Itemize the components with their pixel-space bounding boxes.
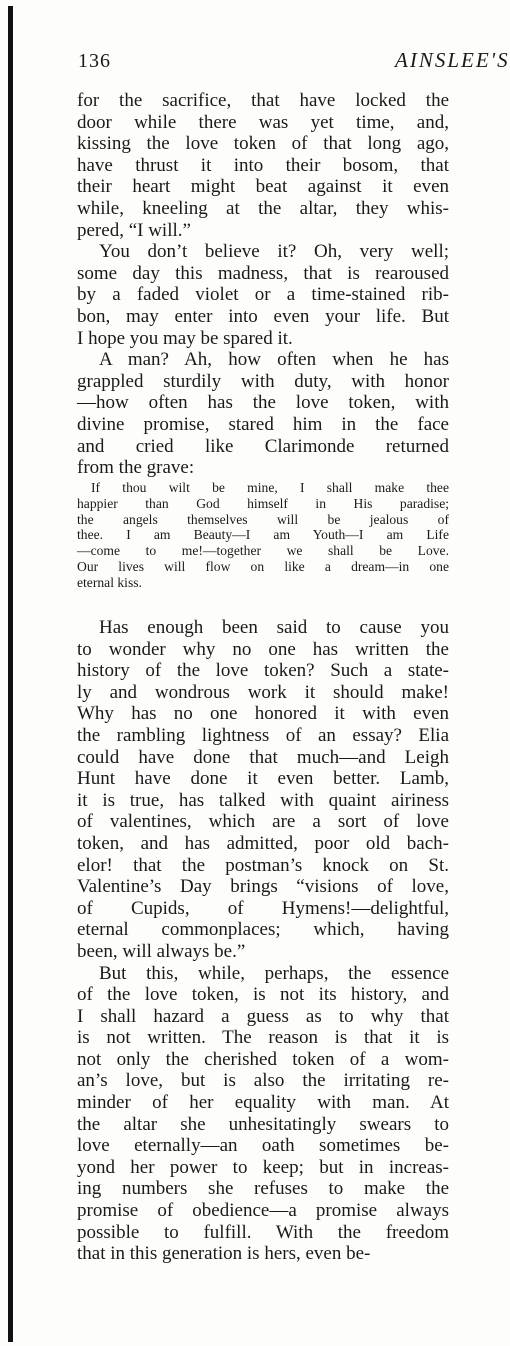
- text-line: have thrust it into their bosom, that: [77, 154, 449, 176]
- text-line: ing numbers she refuses to make the: [77, 1178, 449, 1200]
- text-line: You don’t believe it? Oh, very well;: [99, 241, 449, 263]
- text-line: minder of her equality with man. At: [77, 1092, 449, 1114]
- text-line: history of the love token? Such a state-: [77, 660, 449, 682]
- text-line: divine promise, stared him in the face: [77, 413, 449, 435]
- text-line: their heart might beat against it even: [77, 176, 449, 198]
- text-line: door while there was yet time, and,: [77, 111, 449, 133]
- text-line: love eternally—an oath sometimes be-: [77, 1135, 449, 1157]
- quote-line: eternal kiss.: [77, 574, 142, 590]
- text-line: elor! that the postman’s knock on St.: [77, 854, 449, 876]
- text-line: from the grave:: [77, 457, 195, 479]
- text-line: ly and wondrous work it should make!: [77, 681, 449, 703]
- text-line: for the sacrifice, that have locked the: [77, 90, 449, 111]
- text-line: A man? Ah, how often when he has: [99, 349, 449, 371]
- text-line: to wonder why no one has written the: [77, 638, 449, 660]
- page-number: 136: [78, 50, 111, 72]
- text-line: I hope you may be spared it.: [77, 327, 293, 349]
- text-line: that in this generation is hers, even be-: [77, 1243, 371, 1265]
- page-spine-edge: [8, 6, 13, 1342]
- body-text-top: [77, 90, 449, 479]
- quote-line: —come to me!—together we shall be Love.: [77, 543, 449, 559]
- quote-line: Our lives will flow on like a dream—in one: [77, 558, 449, 574]
- text-line: been, will always be.”: [77, 940, 246, 962]
- text-line: possible to fulfill. With the freedom: [77, 1221, 449, 1243]
- text-line: Valentine’s Day brings “visions of love,: [77, 876, 449, 898]
- text-line: it is true, has talked with quaint airiness: [77, 789, 449, 811]
- quote-line: If thou wilt be mine, I shall make thee: [91, 480, 449, 495]
- text-line: of the love token, is not its history, and: [77, 984, 449, 1006]
- body-text-bottom: [77, 617, 449, 1265]
- text-line: while, kneeling at the altar, they whis-: [77, 197, 449, 219]
- text-line: pered, “I will.”: [77, 219, 191, 241]
- text-line: is not written. The reason is that it is: [77, 1027, 449, 1049]
- quote-line: the angels themselves will be jealous of: [77, 511, 449, 527]
- text-line: could have done that much—and Leigh: [77, 746, 449, 768]
- quote-line: happier than God himself in His paradise;: [77, 495, 449, 511]
- paragraph: [77, 617, 449, 963]
- block-quote: [77, 480, 449, 591]
- text-line: grappled sturdily with duty, with honor: [77, 370, 449, 392]
- text-line: of valentines, which are a sort of love: [77, 811, 449, 833]
- text-line: an’s love, but is also the irritating re-: [77, 1070, 449, 1092]
- text-line: token, and has admitted, poor old bach-: [77, 832, 449, 854]
- text-line: —how often has the love token, with: [77, 392, 449, 414]
- text-line: Why has no one honored it with even: [77, 703, 449, 725]
- text-line: by a faded violet or a time-stained rib-: [77, 284, 449, 306]
- text-line: not only the cherished token of a wom-: [77, 1048, 449, 1070]
- running-head: AINSLEE'S: [395, 48, 510, 72]
- text-line: But this, while, perhaps, the essence: [99, 962, 449, 984]
- text-line: some day this madness, that is rearoused: [77, 262, 449, 284]
- quote-line: thee. I am Beauty—I am Youth—I am Life: [77, 527, 449, 543]
- text-line: I shall hazard a guess as to why that: [77, 1005, 449, 1027]
- text-line: of Cupids, of Hymens!—delightful,: [77, 897, 449, 919]
- text-line: bon, may enter into even your life. But: [77, 305, 449, 327]
- text-line: eternal commonplaces; which, having: [77, 919, 449, 941]
- text-line: kissing the love token of that long ago,: [77, 133, 449, 155]
- text-line: the altar she unhesitatingly swears to: [77, 1113, 449, 1135]
- paragraph: [77, 90, 449, 241]
- paragraph: [77, 241, 449, 349]
- text-line: promise of obedience—a promise always: [77, 1200, 449, 1222]
- text-line: yond her power to keep; but in increas-: [77, 1156, 449, 1178]
- paragraph: [77, 963, 449, 1265]
- text-line: Has enough been said to cause you: [99, 617, 449, 638]
- paragraph: [77, 349, 449, 479]
- text-line: Hunt have done it even better. Lamb,: [77, 768, 449, 790]
- text-line: and cried like Clarimonde returned: [77, 435, 449, 457]
- text-line: the rambling lightness of an essay? Elia: [77, 724, 449, 746]
